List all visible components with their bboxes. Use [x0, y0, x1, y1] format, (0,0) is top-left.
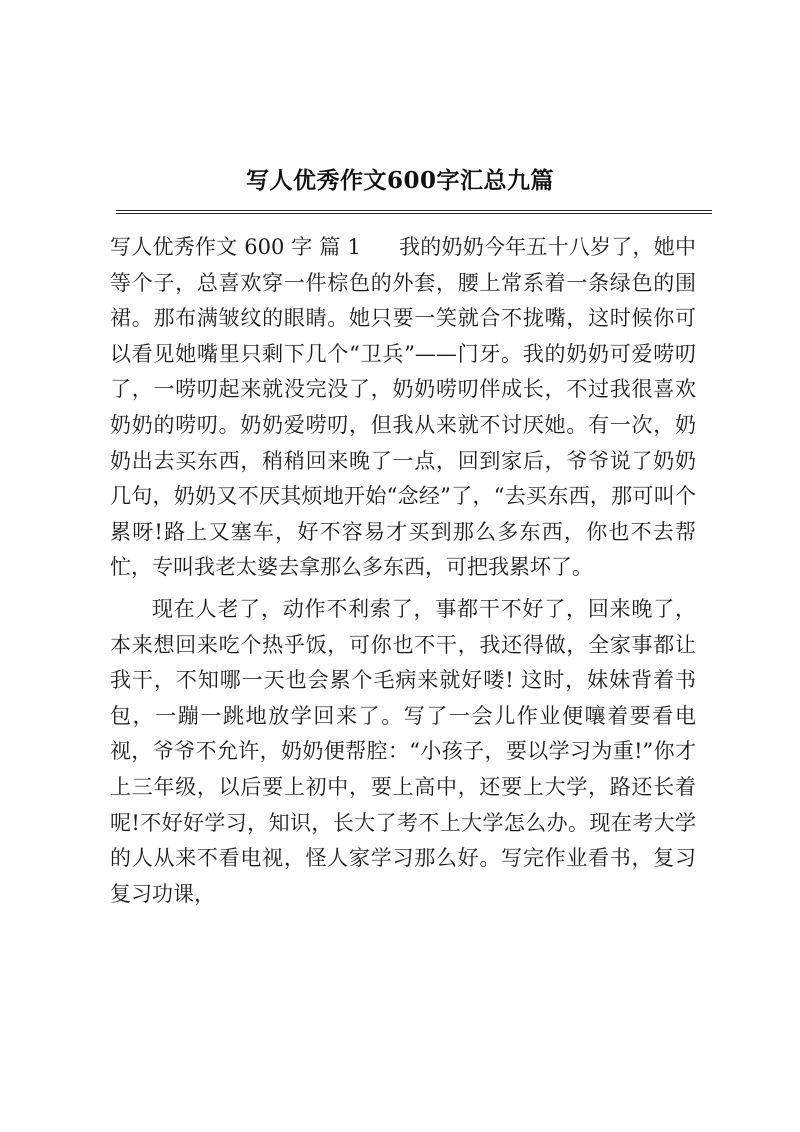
section-heading: 写人优秀作文 600 字 篇 1 — [110, 235, 361, 259]
paragraph-1-text: 我的奶奶今年五十八岁了，她中等个子，总喜欢穿一件棕色的外套，腰上常系着一条绿色的围裙。那布满皱纹的眼睛。她只要一笑就合不拢嘴，这时候你可以看见她嘴里只剩下几个“卫兵”——门牙。我的奶奶可爱唠叨了，一唠叨起来就没完没了，奶奶唠叨伴成长，不过我很喜欢奶奶的唠叨。奶奶爱唠叨，但我从来就不讨厌她。有一次，奶奶出去买东西，稍稍回来晚了一点，回到家后，爷爷说了奶奶几句，奶奶又不厌其烦地开始“念经”了，“去买东西，那可叫个累呀!路上又塞车，好不容易才买到那么多东西，你也不去帮忙，专叫我老太婆去拿那么多东西，可把我累坏了。 — [110, 235, 696, 580]
document-title: 写人优秀作文600字汇总九篇 — [245, 167, 554, 194]
paragraph-2: 现在人老了，动作不利索了，事都干不好了，回来晚了，本来想回来吃个热乎饭，可你也不干，我还得做，全家事都让我干，不知哪一天也会累个毛病来就好喽! 这时，妹妹背着书包，一蹦一跳地放学回来了。写了一会儿作业便嚷着要看电视，爷爷不允许，奶奶便帮腔：“小孩子，要以学习为重!”你才上三年级，以后要上初中，要上高中，还要上大学，路还长着呢!不好好学习，知识，长大了考不上大学怎么办。现在考大学的人从来不看电视，怪人家学习那么好。写完作业看书，复习复习功课， — [110, 596, 696, 906]
paragraph-1 — [110, 230, 696, 586]
title-double-rule — [116, 210, 712, 214]
document-body — [110, 230, 696, 912]
